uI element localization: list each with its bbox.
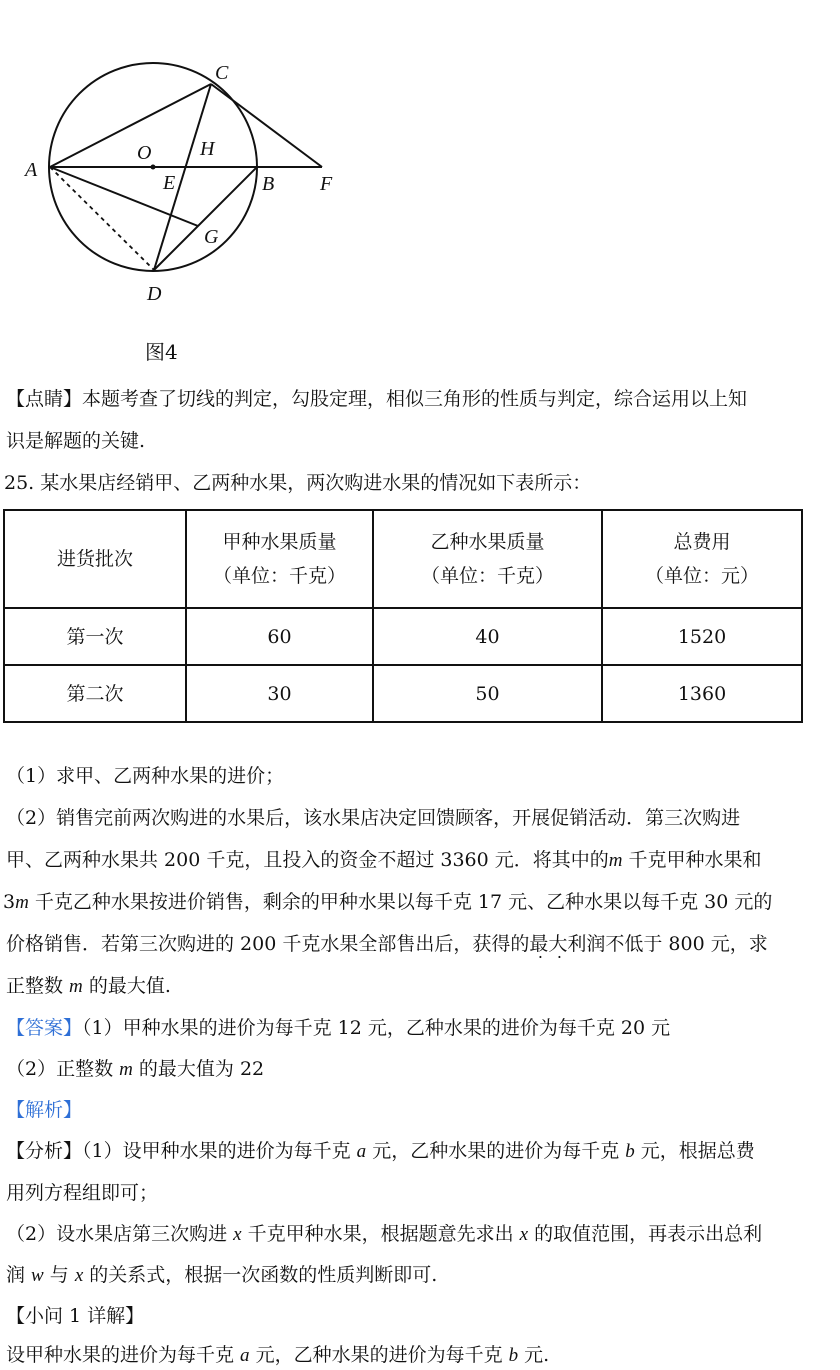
analysis-line-4: 润 w 与 x 的关系式，根据一次函数的性质判断即可. bbox=[6, 1264, 438, 1286]
question-part-2-line-5: 正整数 m 的最大值. bbox=[6, 975, 171, 997]
table-cell: 1360 bbox=[602, 665, 802, 722]
label-e: E bbox=[163, 172, 176, 194]
question-part-2-line-2: 甲、乙两种水果共 200 千克，且投入的资金不超过 3360 元．将其中的m 千克甲种水果和 bbox=[6, 849, 762, 871]
label-o: O bbox=[137, 142, 152, 164]
table-cell: 40 bbox=[373, 608, 602, 665]
comment-text-1: 本题考查了切线的判定，勾股定理，相似三角形的性质与判定，综合运用以上知 bbox=[82, 388, 748, 410]
comment-tag: 【点睛】 bbox=[6, 388, 83, 410]
table-header-cell: 进货批次 bbox=[4, 510, 186, 608]
analysis-line-2: 用列方程组即可； bbox=[6, 1182, 159, 1204]
table-cell: 60 bbox=[186, 608, 373, 665]
geometry-figure bbox=[0, 0, 360, 310]
label-b: B bbox=[262, 173, 275, 195]
table-row bbox=[4, 608, 802, 665]
answer-tag: 【答案】 bbox=[6, 1017, 83, 1039]
table-cell: 50 bbox=[373, 665, 602, 722]
analysis-tag: 【解析】 bbox=[6, 1099, 83, 1121]
answer-line-1: 【答案】（1）甲种水果的进价为每千克 12 元，乙种水果的进价为每千克 20 元 bbox=[6, 1017, 671, 1039]
question-part-2-line-1: （2）销售完前两次购进的水果后，该水果店决定回馈顾客，开展促销活动．第三次购进 bbox=[6, 807, 741, 829]
label-h: H bbox=[200, 138, 215, 160]
analysis-line-1: 【分析】（1）设甲种水果的进价为每千克 a 元，乙种水果的进价为每千克 b 元，根据总费 bbox=[6, 1140, 755, 1162]
question-part-2-line-4: 价格销售．若第三次购进的 200 千克水果全部售出后，获得的最大利润不低于 800 元，求 bbox=[6, 933, 768, 955]
segment-ad-dashed bbox=[50, 167, 154, 270]
segment-cf bbox=[211, 84, 322, 167]
label-g: G bbox=[204, 226, 219, 248]
question-part-1: （1）求甲、乙两种水果的进价； bbox=[6, 765, 285, 787]
table-header-cell: 总费用 （单位：元） bbox=[602, 510, 802, 608]
segment-ac bbox=[50, 84, 211, 167]
table-cell: 第二次 bbox=[4, 665, 186, 722]
comment-line-1 bbox=[6, 385, 747, 413]
solution-line-1: 设甲种水果的进价为每千克 a 元，乙种水果的进价为每千克 b 元. bbox=[6, 1344, 550, 1366]
table-header-cell: 甲种水果质量 （单位：千克） bbox=[186, 510, 373, 608]
subquestion-1-tag: 【小问 1 详解】 bbox=[6, 1305, 145, 1327]
table-cell: 1520 bbox=[602, 608, 802, 665]
comment-line-2: 识是解题的关键. bbox=[6, 430, 146, 452]
purchase-table bbox=[3, 509, 803, 723]
question-intro: 25. 某水果店经销甲、乙两种水果，两次购进水果的情况如下表所示： bbox=[4, 472, 592, 494]
table-row bbox=[4, 665, 802, 722]
answer-line-2: （2）正整数 m 的最大值为 22 bbox=[6, 1058, 265, 1080]
label-d: D bbox=[147, 283, 162, 305]
table-cell: 第一次 bbox=[4, 608, 186, 665]
figure-caption: 图4 bbox=[145, 340, 178, 364]
table-header-row bbox=[4, 510, 802, 608]
label-f: F bbox=[320, 173, 333, 195]
question-part-2-line-3: 3m 千克乙种水果按进价销售，剩余的甲种水果以每千克 17 元、乙种水果以每千克 30 元的 bbox=[3, 891, 773, 913]
analysis-line-3: （2）设水果店第三次购进 x 千克甲种水果，根据题意先求出 x 的取值范围，再表示出总利 bbox=[6, 1223, 763, 1245]
table-header-cell: 乙种水果质量 （单位：千克） bbox=[373, 510, 602, 608]
table-cell: 30 bbox=[186, 665, 373, 722]
label-c: C bbox=[215, 62, 229, 84]
label-a: A bbox=[25, 159, 38, 181]
center-point-o bbox=[151, 165, 156, 170]
